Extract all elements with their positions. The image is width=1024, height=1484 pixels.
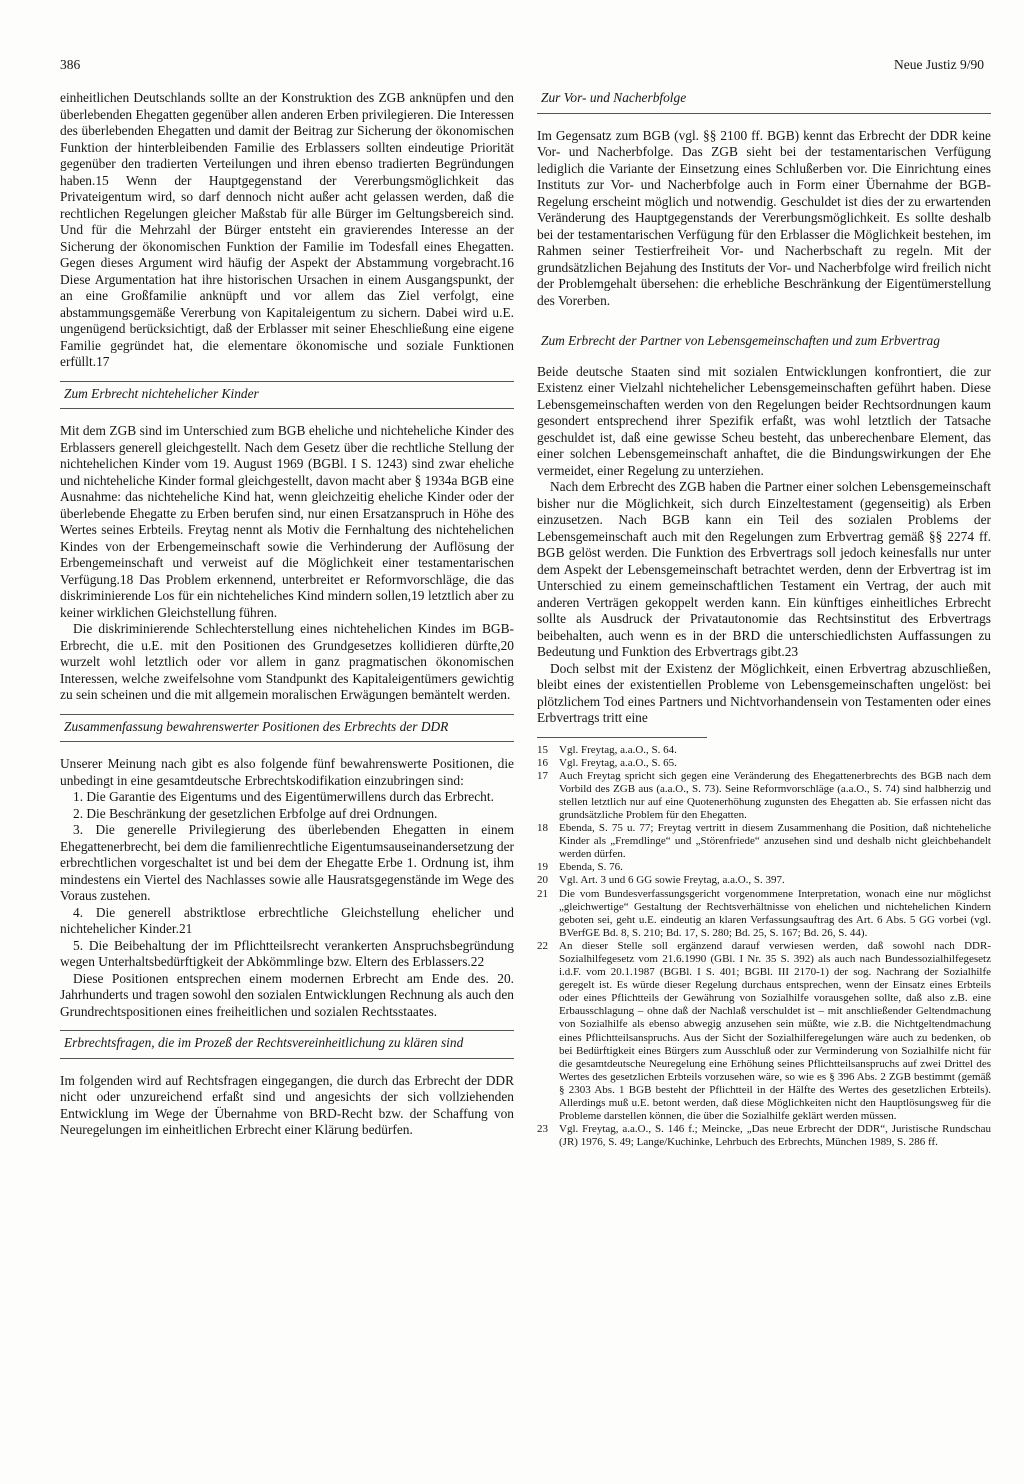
footnote: 21 Die vom Bundesverfassungsgericht vorgenommene Interpretation, wonach eine nur möglichst „gleichwertige“ Gestaltung der Rechtsverhältnisse von ehelichen und nichtehelichen Kindern geboten sei, geht u.E. eindeutig an klaren Verfassungsauftrag des Art. 6 Abs. 5 GG vorbei (vgl. BVerfGE Bd. 8, S. 210; Bd. 17, S. 280; Bd. 25, S. 167; Bd. 26, S. 44). [537,887,991,939]
left-column [60,90,514,1139]
section-nichteheliche-kinder [60,381,514,416]
footnote: 17 Auch Freytag spricht sich gegen eine Veränderung des Ehegattenerbrechts des BGB nach dem Vorbild des ZGB aus (a.a.O., S. 73). Seine Reformvorschläge (a.a.O., S. 74) sind halbherzig und stellen letztlich nur auf eine Quotenerhöhung zugunsten des Ehegatten ab. Sie erfassen nicht das grundsätzliche Problem für den Ehegatten. [537,769,991,821]
footnote: 19 Ebenda, S. 76. [537,861,623,874]
footnote: 15 Vgl. Freytag, a.a.O., S. 64. [537,743,677,756]
paragraph: einheitlichen Deutschlands sollte an der Konstruktion des ZGB anknüpfen und den überlebenden Ehegatten gegenüber allen anderen Erben privilegieren. Die Interessen des überlebenden Ehegatten und damit der Beitrag zur Sicherung der ökonomischen Funktion der hinterbleibenden Familie des Erblassers sollten eindeutige Priorität gegenüber den tradierten Verteilungen und ihren ebenso tradierten Begründungen haben.15 Wenn der Hauptgegenstand der Vererbungsmöglichkeit das Privateigentum wird, so darf dennoch nicht außer acht gelassen werden, daß die rechtlichen Regelungen gleicher Maßstab für alle Bürger im Geltungsbereich sind. Und für die Mehrzahl der Bürger entsteht ein gravierendes Interesse an der Sicherung der ökonomischen Funktion der Familie im Todesfall eines Ehegatten. Gegen dieses Argument wird häufig der Aspekt der Abstammung vorgebracht.16 Diese Argumentation hat ihre historischen Ursachen in einem Ausgangspunkt, der an eine Großfamilie anknüpft und vor allem das Ziel verfolgt, eine abstammungsgemäße Vererbung von Kapitaleigentum zu sichern. Dabei wird u.E. ungenügend berücksichtigt, daß der Erblasser mit seiner Eheschließung eine eigene Familie gegründet hat, die elementare ökonomische und soziale Funktionen erfüllt.17 [60,90,514,369]
paragraph: Diese Positionen entsprechen einem modernen Erbrecht am Ende des. 20. Jahrhunderts und tragen sowohl den sozialen Entwicklungen Rechnung als auch den Grundrechtspositionen eines freiheitlichen und sozialen Rechtsstaates. [60,970,514,1019]
paragraph: Doch selbst mit der Existenz der Möglichkeit, einen Erbvertrag abzuschließen, bleibt eines der existentiellen Probleme von Lebensgemeinschaften ungelöst: bei plötzlichem Tod eines Partners und Nichtvorhandensein von Testamenten oder eines Erbvertrags tritt eine [537,660,991,725]
section-lebensgemeinschaften [537,329,991,356]
footnote: 23 Vgl. Freytag, a.a.O., S. 146 f.; Meincke, „Das neue Erbrecht der DDR“, Juristische Rundschau (JR) 1976, S. 49; Lange/Kuchinke, Lehrbuch des Erbrechts, München 1989, S. 286 ff. [537,1123,991,1149]
footnote: 16 Vgl. Freytag, a.a.O., S. 65. [537,756,677,769]
section-erbrechtsfragen [60,1030,514,1065]
footnote: 22 An dieser Stelle soll ergänzend darauf verwiesen werden, daß sowohl nach DDR-Sozialhilfegesetz vom 21.6.1990 (GBl. I Nr. 35 S. 392) als auch nach Bundessozialhilfegesetz i.d.F. vom 20.1.1987 (BGBl. I S. 401; BGBl. III 2170-1) der sog. Nachrang der Sozialhilfe geregelt ist. Es würde dieser Regelung durchaus entsprechen, wenn der Einsatz eines Erbteils oder eines Pflichtteils der Gewährung von Sozialhilfe vorausgehen sollte, daß also z.B. eine Erbausschlagung – ohne daß der Nachlaß verschuldet ist – mit anschließender Geltendmachung von Sozialhilfe als ebenso abwegig anzusehen sein müßte, wie z.B. die Nichtgeltendmachung eines Pflichtteilsanspruchs. Aus der Sicht der Sozialhilferegelungen wäre auch zu bedenken, ob bei Bedürftigkeit eines Bürgers zum Ausschluß oder zur Verminderung von Sozialhilfe nicht für die gesamtdeutsche Neuregelung eine Erhöhung seines Pflichtteilsanspruchs auf zwei Drittel des Wertes des gesetzlichen Erbteils vorzusehen wäre, so wie es § 396 Abs. 2 ZGB bestimmt (gemäß § 2303 Abs. 1 BGB besteht der Pflichtteil in der Hälfte des Wertes des gesetzlichen Erbteils). Allerdings muß u.E. betont werden, daß diese Möglichkeiten nicht den Hauptlösungsweg für die Probleme darstellen können, die über die Sozialhilfe geklärt werden müssen. [537,939,991,1123]
section-heading: Zum Erbrecht nichtehelicher Kinder [60,386,514,410]
paragraph: Die diskriminierende Schlechterstellung eines nichtehelichen Kindes im BGB-Erbrecht, die u.E. mit den Positionen des Grundgesetzes kollidieren dürfte,20 wurzelt wohl letztlich oder vor allem in ganz pragmatischen ökonomischen Interessen, welche zweifelsohne vom Standpunkt des Kapitaleigentümers gewichtig zu sein scheinen und die mit allgemein moralischen Erwägungen bemäntelt werden. [60,621,514,702]
section-heading: Zum Erbrecht der Partner von Lebensgemeinschaften und zum Erbvertrag [541,333,940,348]
list-item: 1. Die Garantie des Eigentums und des Eigentümerwillens durch das Erbrecht. [73,789,494,804]
list-item: 5. Die Beibehaltung der im Pflichtteilsrecht verankerten Anspruchsbegründung wegen Unterhaltsbedürftigkeit der Abkömmlinge bzw. Eltern des Erblassers.22 [60,937,514,969]
list-item: 2. Die Beschränkung der gesetzlichen Erbfolge auf drei Ordnungen. [73,805,438,821]
page-number: 386 [60,57,81,72]
journal-issue: Neue Justiz 9/90 [894,57,984,72]
positions-list [60,789,514,971]
list-item: 3. Die generelle Privilegierung des überlebenden Ehegatten in einem Ehegattenerbrecht, bei dem die familienrechtliche Eigentumsauseinandersetzung der erbrechtlichen vorgeschaltet ist und bei dem der Ehegatte Erbe 1. Ordnung ist, ihm mindestens ein Viertel des Nachlasses sowie alle Hausratsgegenstände im Wege des Voraus zustehen. [60,822,514,903]
section-vor-nacherbfolge [537,90,991,120]
section-zusammenfassung [60,714,514,749]
paragraph: Beide deutsche Staaten sind mit sozialen Entwicklungen konfrontiert, die zur Existenz einer Vielzahl nichtehelicher Lebensgemeinschaften geführt haben. Diese Lebensgemeinschaften werden von den Regelungen beider Rechtsordnungen kaum gesondert entsprechend ihrer Spezifik erfaßt, was wohl letztlich der Tatsache geschuldet ist, daß eine gewisse Scheu besteht, das unberechenbare Element, das einer solchen Lebensgemeinschaft anhaftet, die die Bindungswirkungen der Ehe vermeidet, einer Regelung zu unterziehen. [537,363,991,478]
section-heading: Zur Vor- und Nacherbfolge [537,90,991,114]
paragraph: Nach dem Erbrecht des ZGB haben die Partner einer solchen Lebensgemeinschaft bisher nur die Möglichkeit, sich durch Einzeltestament (gegenseitig) als Erben einzusetzen. Nach BGB kann ein Teil des sozialen Problems der Lebensgemeinschaft auch mit den Regelungen zum Erbvertrag gemäß §§ 2274 ff. BGB gelöst werden. Die Funktion des Erbvertrags soll jedoch keinesfalls nur unter dem Aspekt der Lebensgemeinschaft betrachtet werden, denn der Erbvertrag ist im Unterschied zu einem gemeinschaftlichen Testament ein Vertrag, der auch mit anderen Verträgen gekoppelt werden kann. Ein künftiges einheitliches Erbrecht sollte als Ausdruck der Privatautonomie das Rechtsinstitut des Erbvertrags beibehalten, auch wenn es in der BRD die unterschiedlichsten Auffassungen zu Bedeutung und Funktion des Erbvertrags gibt.23 [537,479,991,659]
list-item: 4. Die generell abstriktlose erbrechtliche Gleichstellung ehelicher und nichtehelicher Kinder.21 [60,904,514,936]
footnotes [537,744,991,1150]
right-column [537,90,991,1149]
paragraph: Im Gegensatz zum BGB (vgl. §§ 2100 ff. BGB) kennt das Erbrecht der DDR keine Vor- und Nacherbfolge. Das ZGB sieht bei der testamentarischen Verfügung lediglich die Variante der Einsetzung eines Schlußerben vor. Die Einrichtung eines Instituts zur Vor- und Nacherbfolge auch in Form einer Übernahme der BGB-Regelung erscheint möglich und notwendig. Geschuldet ist dies der zu erwartenden Veränderung des Hauptgegenstands der Vererbungsmöglichkeit. Es sollte deshalb bei der testamentarischen Verfügung für den Erblasser die Möglichkeit bestehen, im Rahmen seiner Testierfreiheit Vor- und Nacherbschaft zu regeln. Mit der grundsätzlichen Bejahung des Instituts der Vor- und Nacherbfolge wird freilich nicht der Problemgehalt übersehen: die erhebliche Beschränkung der Eigentümerstellung des Vorerben. [537,127,991,308]
paragraph: Im folgenden wird auf Rechtsfragen eingegangen, die durch das Erbrecht der DDR nicht oder unzureichend erfaßt sind und angesichts der sich vollziehenden Entwicklung im Wege der Übernahme von BRD-Recht bzw. der Schaffung von Neuregelungen im einheitlichen Erbrecht einer Klärung bedürfen. [60,1072,514,1137]
paragraph: Mit dem ZGB sind im Unterschied zum BGB eheliche und nichteheliche Kinder des Erblassers generell gleichgestellt. Nach dem Gesetz über die rechtliche Stellung der nichtehelichen Kinder vom 19. August 1969 (BGBl. I S. 1243) sind zwar eheliche und nichteheliche Kinder formal gleichgestellt, davon macht aber § 1934a BGB eine Ausnahme: das nichteheliche Kind hat, wenn gleichzeitig eheliche Kinder oder der überlebende Ehegatte zu Erben berufen sind, nur einen Ersatzanspruch in Höhe des Wertes seines Erbteils. Freytag nennt als Motiv die Fernhaltung des nichtehelichen Kindes von der Erbengemeinschaft sowie die Verhinderung der Auflösung der Erbengemeinschaft und verweist auf die Möglichkeit einer testamentarischen Verfügung.18 Das Problem erkennend, unterbreitet er Reformvorschläge, die das diskriminierende Los für ein nichteheliches Kind mindern sollen,19 letztlich aber zu keiner wirklichen Gleichstellung führen. [60,423,514,620]
paragraph: Unserer Meinung nach gibt es also folgende fünf bewahrenswerte Positionen, die unbedingt in eine gesamtdeutsche Erbrechtskodifikation einzubringen sind: [60,756,514,788]
footnote: 18 Ebenda, S. 75 u. 77; Freytag vertritt in diesem Zusammenhang die Position, daß nichteheliche Kinder als „Fremdlinge“ und „Störenfriede“ anzusehen sind und deshalb nicht gleichbehandelt werden dürfen. [537,822,991,861]
footnote-rule [537,737,707,738]
footnote: 20 Vgl. Art. 3 und 6 GG sowie Freytag, a.a.O., S. 397. [537,874,785,887]
section-heading: Erbrechtsfragen, die im Prozeß der Rechtsvereinheitlichung zu klären sind [60,1035,514,1059]
section-heading: Zusammenfassung bewahrenswerter Positionen des Erbrechts der DDR [60,719,514,743]
